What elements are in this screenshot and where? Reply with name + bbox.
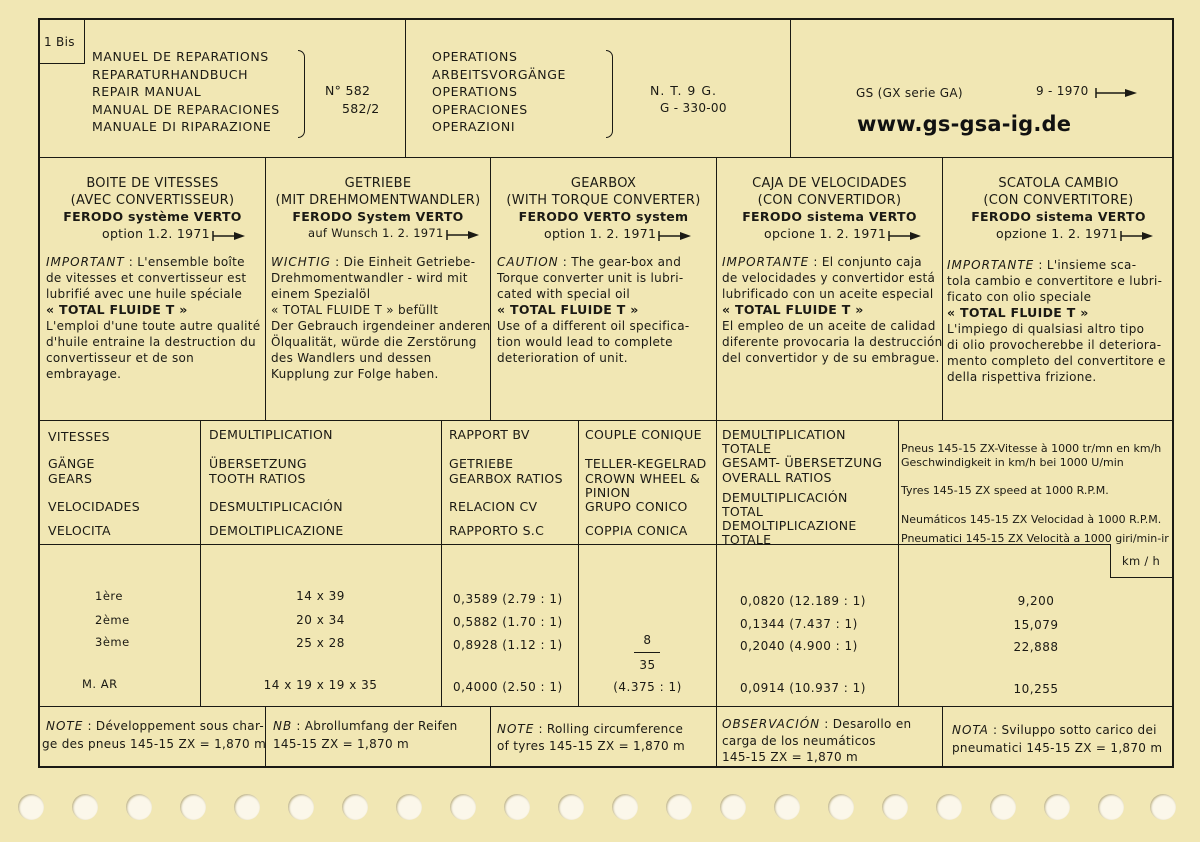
section-es-option [764,225,920,242]
section-de-text-1: Die Einheit Getriebe- [343,255,476,269]
section-es-line-2: de velocidades y convertidor está [722,271,936,285]
section-en-line-2: Torque converter unit is lubri- [497,271,684,285]
cell-rapport: 0,5882 (1.70 : 1) [453,615,563,629]
section-es-label: IMPORTANTE [722,255,810,269]
sheet-box-right [84,18,85,64]
manual-title-it: MANUALE DI RIPARAZIONE [92,119,272,134]
table-bottom-line [38,706,1174,707]
note-es-line-2: carga de los neumáticos [722,734,876,748]
sheet-box-bottom [38,63,85,64]
section-it-option-text: opzione 1. 2. 1971 [996,226,1118,241]
header-speed-fr: Pneus 145-15 ZX-Vitesse à 1000 tr/mn en km/h [901,442,1162,455]
sheet-number: 1 Bis [44,35,75,49]
header-couple-de: TELLER-KEGELRAD [585,456,707,471]
header-vitesses-de: GÄNGE [48,456,95,471]
header-speed-en: Tyres 145-15 ZX speed at 1000 R.P.M. [901,484,1109,497]
section-es-system: FERODO sistema VERTO [742,209,917,224]
header-demult-fr: DEMULTIPLICATION [209,427,333,442]
note-en-label: NOTE [497,722,535,736]
section-it-line-3: ficato con olio speciale [947,290,1092,304]
manual-title-fr: MANUEL DE REPARATIONS [92,49,269,64]
section-fr-line-5: L'emploi d'une toute autre qualité [46,319,261,333]
arrow-right-icon [1095,87,1127,97]
binder-hole [558,794,584,820]
nt-sub: G - 330-00 [660,101,727,115]
unit-box-bottom [1110,577,1174,578]
header-speed-de: Geschwindigkeit in km/h bei 1000 U/min [901,456,1124,469]
section-en-line-6: tion would lead to complete [497,335,673,349]
cell-rapport: 0,8928 (1.12 : 1) [453,638,563,652]
fraction-bar [634,652,660,653]
section-de-option-text: auf Wunsch 1. 2. 1971 [308,226,444,240]
cell-teeth: 14 x 19 x 19 x 35 [263,678,378,692]
section-en-line-5: Use of a different oil specifica- [497,319,690,333]
section-en-title-1: GEARBOX [570,176,637,191]
section-it-line-7: mento completo del convertitore e [947,354,1166,368]
note-divider-3 [716,707,717,768]
header-divider-1 [405,18,406,158]
cell-gear: M. AR [82,677,118,691]
note-es-label: OBSERVACIÓN [722,717,821,731]
section-it-line-8: della rispettiva frizione. [947,370,1097,384]
section-it-line-6: di olio provocherebbe il deteriora- [947,338,1162,352]
arrow-right-icon [212,230,244,240]
binder-hole [666,794,692,820]
header-vitesses-es: VELOCIDADES [48,499,140,514]
operation-title-it: OPERAZIONI [432,119,516,134]
binder-hole [234,794,260,820]
binder-hole [828,794,854,820]
operation-title-de: ARBEITSVORGÄNGE [432,66,566,82]
header-vitesses-it: VELOCITA [48,523,111,538]
header-rapport-fr: RAPPORT BV [449,427,530,442]
section-it-option [996,225,1152,242]
binder-hole [882,794,908,820]
section-de-system: FERODO System VERTO [292,209,464,224]
section-de-line-1: WICHTIG : Die Einheit Getriebe- [271,255,476,269]
operation-title-es: OPERACIONES [432,101,528,117]
section-de-title-2: (MIT DREHMOMENTWANDLER) [275,193,481,208]
section-de-option [308,225,478,242]
note-it-line-2: pneumatici 145-15 ZX = 1,870 m [952,741,1163,755]
section-fr-line-8: embrayage. [46,367,122,381]
cell-total: 0,1344 (7.437 : 1) [740,617,858,631]
header-total-es-1: DEMULTIPLICACIÓN [722,490,848,505]
header-vitesses-fr: VITESSES [48,429,110,444]
binder-hole [18,794,44,820]
operation-title-fr: OPERATIONS [432,49,518,64]
cell-speed: 22,888 [1013,640,1059,654]
section-de-line-4: « TOTAL FLUIDE T » befüllt [271,303,439,317]
note-de-line-2: 145-15 ZX = 1,870 m [273,737,410,751]
section-fr-system: FERODO système VERTO [63,209,242,224]
cell-teeth: 20 x 34 [296,613,345,627]
arrow-right-icon [1120,230,1152,240]
table-col-1 [200,421,201,706]
note-divider-2 [490,707,491,768]
manual-number-sub: 582/2 [342,101,380,116]
unit-box-left [1110,544,1111,578]
section-en-system: FERODO VERTO system [518,209,689,224]
section-en-option-text: option 1. 2. 1971 [544,226,657,241]
section-de-line-2: Drehmomentwandler - wird mit [271,271,468,285]
binder-hole [342,794,368,820]
header-couple-en: CROWN WHEEL & [585,471,701,486]
arrow-right-icon [446,229,478,239]
binder-hole [1150,794,1176,820]
note-en-text-1: Rolling circumference [546,722,684,736]
section-de-line-5: Der Gebrauch irgendeiner anderen [271,319,491,333]
section-en-title-2: (WITH TORQUE CONVERTER) [506,193,701,208]
cell-teeth: 25 x 28 [296,636,345,650]
note-es-line-1: OBSERVACIÓN : Desarollo en [722,717,912,731]
binder-hole [1098,794,1124,820]
header-total-de: GESAMT- ÜBERSETZUNG [722,455,883,470]
manual-number: N° 582 [325,83,371,98]
section-es-title-2: (CON CONVERTIDOR) [757,193,902,208]
section-en-label: CAUTION [497,255,559,269]
section-it-line-4: « TOTAL FLUIDE T » [947,305,1089,320]
header-total-es-2: TOTAL [722,504,764,519]
note-de-text-1: Abrollumfang der Reifen [304,719,458,733]
section-es-title-1: CAJA DE VELOCIDADES [752,176,907,191]
header-couple-en-2: PINION [585,485,631,500]
date-label [1036,83,1127,100]
section-fr-option-text: option 1.2. 1971 [102,226,210,241]
section-fr-line-1: IMPORTANT : L'ensemble boîte [46,255,245,269]
cell-rapport: 0,4000 (2.50 : 1) [453,680,563,694]
section-it-title-2: (CON CONVERTITORE) [983,193,1134,208]
section-it-line-1: IMPORTANTE : L'insieme sca- [947,258,1137,272]
binder-hole [396,794,422,820]
header-total-it-2: TOTALE [722,532,772,547]
header-total-en: OVERALL RATIOS [722,470,832,485]
section-es-line-7: del convertidor y de su embrague. [722,351,940,365]
cell-speed: 15,079 [1013,618,1059,632]
cell-teeth: 14 x 39 [296,589,345,603]
unit-label: km / h [1122,554,1161,568]
section-es-line-4: « TOTAL FLUIDE T » [722,302,864,317]
manual-title-de: REPARATURHANDBUCH [92,66,249,82]
note-de-line-1: NB : Abrollumfang der Reifen [273,719,458,733]
binder-hole [288,794,314,820]
header-demult-es: DESMULTIPLICACIÓN [209,499,343,514]
cell-speed: 10,255 [1013,682,1059,696]
note-en-line-1: NOTE : Rolling circumference [497,722,684,736]
manual-brace [298,50,305,138]
binder-hole [180,794,206,820]
website-link[interactable]: www.gs-gsa-ig.de [857,112,1072,136]
section-fr-line-4: « TOTAL FLUIDE T » [46,302,188,317]
header-rapport-it: RAPPORTO S.C [449,523,545,538]
cell-total: 0,2040 (4.900 : 1) [740,639,858,653]
binder-hole [990,794,1016,820]
cell-gear: 1ère [95,589,123,603]
section-de-line-3: einem Spezialöl [271,287,371,301]
table-col-2 [441,421,442,706]
section-fr-title-1: BOITE DE VITESSES [86,176,219,191]
header-demult-de: ÜBERSETZUNG [209,456,307,471]
note-fr-line-1: NOTE : Développement sous char- [46,719,265,733]
header-couple-fr: COUPLE CONIQUE [585,427,702,442]
cell-total: 0,0914 (10.937 : 1) [740,681,866,695]
binder-hole [774,794,800,820]
header-couple-it: COPPIA CONICA [585,523,688,538]
note-es-line-3: 145-15 ZX = 1,870 m [722,750,859,764]
table-col-4 [716,421,717,706]
note-it-text-1: Sviluppo sotto carico dei [1001,723,1157,737]
section-it-label: IMPORTANTE [947,258,1035,272]
section-it-line-5: L'impiego di qualsiasi altro tipo [947,322,1145,336]
section-en-option [544,225,690,242]
header-speed-es: Neumáticos 145-15 ZX Velocidad à 1000 R.P.M. [901,513,1162,526]
section-en-line-1: CAUTION : The gear-box and [497,255,682,269]
section-en-line-7: deterioration of unit. [497,351,628,365]
cell-total: 0,0820 (12.189 : 1) [740,594,866,608]
note-it-line-1: NOTA : Sviluppo sotto carico dei [952,723,1157,737]
section-es-text-1: El conjunto caja [821,255,922,269]
nt-number: N. T. 9 G. [650,83,717,98]
section-de-label: WICHTIG [271,255,331,269]
cell-speed: 9,200 [1017,594,1055,608]
table-col-5 [898,421,899,706]
date-text: 9 - 1970 [1036,84,1089,98]
section-fr-line-2: de vitesses et convertisseur est [46,271,247,285]
header-total-it-1: DEMOLTIPLICAZIONE [722,518,857,533]
section-it-text-1: L'insieme sca- [1046,258,1137,272]
header-divider-2 [790,18,791,158]
section-en-line-4: « TOTAL FLUIDE T » [497,302,639,317]
header-rapport-de: GETRIEBE [449,456,514,471]
section-it-title-1: SCATOLA CAMBIO [998,176,1119,191]
fraction-denominator: 35 [639,658,656,672]
header-rapport-es: RELACION CV [449,499,538,514]
header-total-fr-1: DEMULTIPLICATION [722,427,846,442]
note-en-line-2: of tyres 145-15 ZX = 1,870 m [497,739,686,753]
section-en-text-1: The gear-box and [571,255,682,269]
binder-hole [1044,794,1070,820]
section-it-system: FERODO sistema VERTO [971,209,1146,224]
section-fr-label: IMPORTANT [46,255,125,269]
section-fr-line-6: d'huile entraine la destruction du [46,335,256,349]
cell-gear: 2ème [95,613,130,627]
note-divider-4 [942,707,943,768]
header-speed-it: Pneumatici 145-15 ZX Velocità a 1000 giri/min-ir [901,532,1169,545]
section-es-line-5: El empleo de un aceite de calidad [722,319,936,333]
fraction-numerator: 8 [643,633,652,647]
note-de-label: NB [273,719,293,733]
section-de-line-7: des Wandlers und dessen [271,351,432,365]
arrow-right-icon [888,230,920,240]
section-de-line-6: Ölqualität, würde die Zerstörung [271,335,477,349]
header-demult-en: TOOTH RATIOS [209,471,306,486]
section-fr-text-1: L'ensemble boîte [137,255,245,269]
note-it-label: NOTA [952,723,989,737]
binder-hole [504,794,530,820]
cell-rapport: 0,3589 (2.79 : 1) [453,592,563,606]
note-fr-text-1: Développement sous char- [95,719,265,733]
section-fr-title-2: (AVEC CONVERTISSEUR) [70,193,235,208]
note-fr-line-2: ge des pneus 145-15 ZX = 1,870 m [42,737,267,751]
note-es-text-1: Desarollo en [832,717,912,731]
arrow-right-icon [658,230,690,240]
sections-bottom-line [38,420,1174,421]
binder-hole [720,794,746,820]
header-couple-es: GRUPO CONICO [585,499,688,514]
binder-hole [612,794,638,820]
model-label: GS (GX serie GA) [856,86,963,100]
header-bottom-line [38,157,1174,158]
header-total-fr-2: TOTALE [722,441,772,456]
section-es-line-3: lubrificado con un aceite especial [722,287,934,301]
header-vitesses-en: GEARS [48,471,93,486]
header-demult-it: DEMOLTIPLICAZIONE [209,523,344,538]
binder-hole [126,794,152,820]
binder-hole [936,794,962,820]
operation-brace [606,50,613,138]
section-fr-option [102,225,244,242]
manual-title-es: MANUAL DE REPARACIONES [92,101,280,117]
section-it-line-2: tola cambio e convertitore e lubri- [947,274,1163,288]
fraction-ratio: (4.375 : 1) [613,680,682,694]
section-fr-line-3: lubrifié avec une huile spéciale [46,287,243,301]
manual-title-en: REPAIR MANUAL [92,84,202,99]
section-de-title-1: GETRIEBE [344,176,412,191]
section-es-option-text: opcione 1. 2. 1971 [764,226,887,241]
section-es-line-1: IMPORTANTE : El conjunto caja [722,255,922,269]
binder-hole [450,794,476,820]
operation-title-en: OPERATIONS [432,84,518,99]
binder-hole [72,794,98,820]
section-de-line-8: Kupplung zur Folge haben. [271,367,439,381]
header-rapport-en: GEARBOX RATIOS [449,471,563,486]
section-es-line-6: diferente provocaria la destrucción [722,335,943,349]
section-en-line-3: cated with special oil [497,287,631,301]
section-fr-line-7: convertisseur et de son [46,351,195,365]
cell-gear: 3ème [95,635,130,649]
note-fr-label: NOTE [46,719,84,733]
